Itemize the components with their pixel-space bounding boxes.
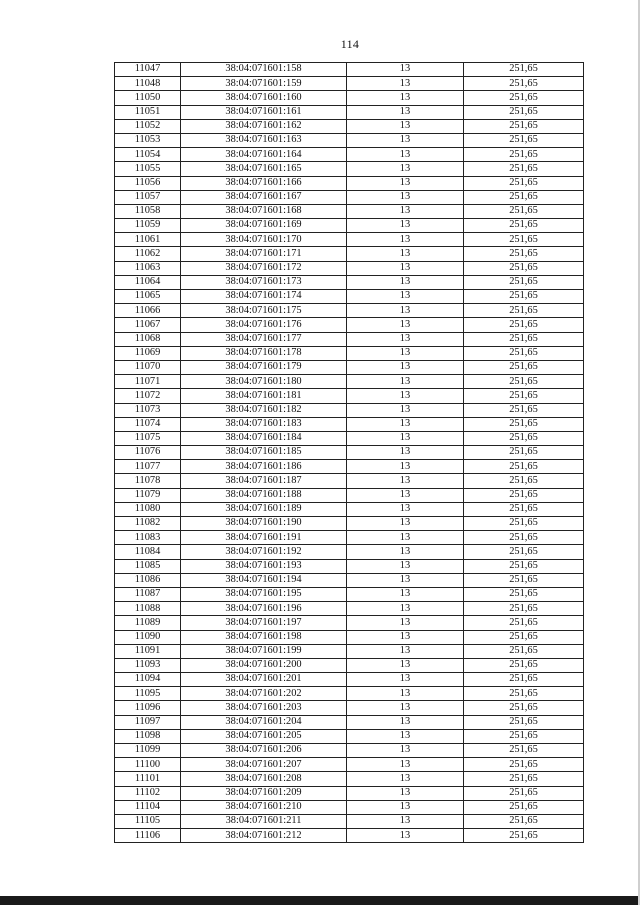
table-row [115, 446, 584, 460]
value-cell: 251,65 [464, 176, 584, 190]
table-row [115, 233, 584, 247]
record-number-cell: 11050 [115, 91, 181, 105]
table-row [115, 318, 584, 332]
value-cell: 251,65 [464, 389, 584, 403]
zone-cell: 13 [347, 587, 464, 601]
value-cell: 251,65 [464, 261, 584, 275]
table-row [115, 360, 584, 374]
zone-cell: 13 [347, 318, 464, 332]
zone-cell: 13 [347, 190, 464, 204]
record-number-cell: 11072 [115, 389, 181, 403]
zone-cell: 13 [347, 701, 464, 715]
cadastral-number-cell: 38:04:071601:185 [181, 446, 347, 460]
table-row [115, 644, 584, 658]
cadastral-number-cell: 38:04:071601:212 [181, 829, 347, 843]
value-cell: 251,65 [464, 63, 584, 77]
table-row [115, 91, 584, 105]
record-number-cell: 11085 [115, 559, 181, 573]
value-cell: 251,65 [464, 573, 584, 587]
zone-cell: 13 [347, 602, 464, 616]
zone-cell: 13 [347, 829, 464, 843]
cadastral-number-cell: 38:04:071601:207 [181, 758, 347, 772]
table-row [115, 786, 584, 800]
table-row [115, 290, 584, 304]
zone-cell: 13 [347, 403, 464, 417]
zone-cell: 13 [347, 517, 464, 531]
record-number-cell: 11091 [115, 644, 181, 658]
value-cell: 251,65 [464, 332, 584, 346]
cadastral-number-cell: 38:04:071601:161 [181, 105, 347, 119]
record-number-cell: 11090 [115, 630, 181, 644]
cadastral-number-cell: 38:04:071601:177 [181, 332, 347, 346]
zone-cell: 13 [347, 63, 464, 77]
cadastral-number-cell: 38:04:071601:190 [181, 517, 347, 531]
table-row [115, 559, 584, 573]
cadastral-number-cell: 38:04:071601:205 [181, 729, 347, 743]
zone-cell: 13 [347, 658, 464, 672]
record-number-cell: 11047 [115, 63, 181, 77]
value-cell: 251,65 [464, 814, 584, 828]
cadastral-number-cell: 38:04:071601:200 [181, 658, 347, 672]
zone-cell: 13 [347, 772, 464, 786]
zone-cell: 13 [347, 800, 464, 814]
zone-cell: 13 [347, 559, 464, 573]
value-cell: 251,65 [464, 148, 584, 162]
zone-cell: 13 [347, 389, 464, 403]
cadastral-number-cell: 38:04:071601:204 [181, 715, 347, 729]
cadastral-number-cell: 38:04:071601:187 [181, 474, 347, 488]
cadastral-number-cell: 38:04:071601:158 [181, 63, 347, 77]
zone-cell: 13 [347, 715, 464, 729]
table-row [115, 176, 584, 190]
value-cell: 251,65 [464, 105, 584, 119]
table-row [115, 545, 584, 559]
record-number-cell: 11056 [115, 176, 181, 190]
value-cell: 251,65 [464, 233, 584, 247]
zone-cell: 13 [347, 332, 464, 346]
record-number-cell: 11088 [115, 602, 181, 616]
zone-cell: 13 [347, 474, 464, 488]
value-cell: 251,65 [464, 360, 584, 374]
record-number-cell: 11065 [115, 290, 181, 304]
value-cell: 251,65 [464, 375, 584, 389]
record-number-cell: 11063 [115, 261, 181, 275]
table-row [115, 431, 584, 445]
table-row [115, 460, 584, 474]
table-row [115, 658, 584, 672]
zone-cell: 13 [347, 446, 464, 460]
cadastral-number-cell: 38:04:071601:202 [181, 687, 347, 701]
record-number-cell: 11059 [115, 219, 181, 233]
value-cell: 251,65 [464, 318, 584, 332]
value-cell: 251,65 [464, 616, 584, 630]
value-cell: 251,65 [464, 559, 584, 573]
zone-cell: 13 [347, 360, 464, 374]
table-row [115, 729, 584, 743]
table-row [115, 587, 584, 601]
record-number-cell: 11066 [115, 304, 181, 318]
zone-cell: 13 [347, 204, 464, 218]
value-cell: 251,65 [464, 417, 584, 431]
table-row [115, 616, 584, 630]
record-number-cell: 11057 [115, 190, 181, 204]
page-number: 114 [340, 37, 360, 51]
value-cell: 251,65 [464, 162, 584, 176]
cadastral-number-cell: 38:04:071601:186 [181, 460, 347, 474]
zone-cell: 13 [347, 814, 464, 828]
record-number-cell: 11061 [115, 233, 181, 247]
table-row [115, 219, 584, 233]
cadastral-number-cell: 38:04:071601:193 [181, 559, 347, 573]
zone-cell: 13 [347, 119, 464, 133]
record-number-cell: 11048 [115, 77, 181, 91]
cadastral-number-cell: 38:04:071601:163 [181, 133, 347, 147]
table-row [115, 162, 584, 176]
table-row [115, 403, 584, 417]
table-row [115, 63, 584, 77]
zone-cell: 13 [347, 545, 464, 559]
cadastral-number-cell: 38:04:071601:211 [181, 814, 347, 828]
record-number-cell: 11069 [115, 346, 181, 360]
table-row [115, 630, 584, 644]
table-row [115, 502, 584, 516]
record-number-cell: 11086 [115, 573, 181, 587]
zone-cell: 13 [347, 176, 464, 190]
cadastral-number-cell: 38:04:071601:208 [181, 772, 347, 786]
record-number-cell: 11078 [115, 474, 181, 488]
table-row [115, 190, 584, 204]
record-number-cell: 11055 [115, 162, 181, 176]
scan-bottom-edge [0, 896, 640, 905]
value-cell: 251,65 [464, 602, 584, 616]
table-row [115, 247, 584, 261]
table-row [115, 304, 584, 318]
record-number-cell: 11082 [115, 517, 181, 531]
zone-cell: 13 [347, 247, 464, 261]
table-row [115, 375, 584, 389]
zone-cell: 13 [347, 644, 464, 658]
record-number-cell: 11097 [115, 715, 181, 729]
table-row [115, 474, 584, 488]
record-number-cell: 11104 [115, 800, 181, 814]
value-cell: 251,65 [464, 800, 584, 814]
cadastral-number-cell: 38:04:071601:183 [181, 417, 347, 431]
table-row [115, 389, 584, 403]
value-cell: 251,65 [464, 275, 584, 289]
record-number-cell: 11094 [115, 673, 181, 687]
table-row [115, 715, 584, 729]
zone-cell: 13 [347, 488, 464, 502]
table-row [115, 488, 584, 502]
record-number-cell: 11070 [115, 360, 181, 374]
cadastral-number-cell: 38:04:071601:172 [181, 261, 347, 275]
table-row [115, 133, 584, 147]
cadastral-number-cell: 38:04:071601:160 [181, 91, 347, 105]
value-cell: 251,65 [464, 247, 584, 261]
zone-cell: 13 [347, 616, 464, 630]
value-cell: 251,65 [464, 431, 584, 445]
cadastral-number-cell: 38:04:071601:171 [181, 247, 347, 261]
cadastral-number-cell: 38:04:071601:188 [181, 488, 347, 502]
value-cell: 251,65 [464, 119, 584, 133]
zone-cell: 13 [347, 673, 464, 687]
zone-cell: 13 [347, 460, 464, 474]
record-number-cell: 11074 [115, 417, 181, 431]
cadastral-number-cell: 38:04:071601:182 [181, 403, 347, 417]
zone-cell: 13 [347, 148, 464, 162]
zone-cell: 13 [347, 261, 464, 275]
record-number-cell: 11095 [115, 687, 181, 701]
value-cell: 251,65 [464, 488, 584, 502]
cadastral-number-cell: 38:04:071601:174 [181, 290, 347, 304]
record-number-cell: 11105 [115, 814, 181, 828]
table-row [115, 417, 584, 431]
record-number-cell: 11054 [115, 148, 181, 162]
value-cell: 251,65 [464, 403, 584, 417]
zone-cell: 13 [347, 729, 464, 743]
value-cell: 251,65 [464, 304, 584, 318]
cadastral-number-cell: 38:04:071601:184 [181, 431, 347, 445]
record-number-cell: 11062 [115, 247, 181, 261]
cadastral-number-cell: 38:04:071601:191 [181, 531, 347, 545]
table-row [115, 673, 584, 687]
record-number-cell: 11100 [115, 758, 181, 772]
table-row [115, 772, 584, 786]
cadastral-number-cell: 38:04:071601:192 [181, 545, 347, 559]
zone-cell: 13 [347, 375, 464, 389]
table-row [115, 275, 584, 289]
data-table [114, 62, 584, 843]
value-cell: 251,65 [464, 290, 584, 304]
value-cell: 251,65 [464, 758, 584, 772]
cadastral-number-cell: 38:04:071601:176 [181, 318, 347, 332]
cadastral-number-cell: 38:04:071601:159 [181, 77, 347, 91]
table-row [115, 332, 584, 346]
record-number-cell: 11099 [115, 744, 181, 758]
record-number-cell: 11093 [115, 658, 181, 672]
cadastral-number-cell: 38:04:071601:167 [181, 190, 347, 204]
cadastral-number-cell: 38:04:071601:181 [181, 389, 347, 403]
zone-cell: 13 [347, 133, 464, 147]
record-number-cell: 11079 [115, 488, 181, 502]
value-cell: 251,65 [464, 701, 584, 715]
record-number-cell: 11080 [115, 502, 181, 516]
value-cell: 251,65 [464, 346, 584, 360]
cadastral-number-cell: 38:04:071601:175 [181, 304, 347, 318]
table-row [115, 261, 584, 275]
zone-cell: 13 [347, 758, 464, 772]
value-cell: 251,65 [464, 715, 584, 729]
table-row [115, 744, 584, 758]
value-cell: 251,65 [464, 190, 584, 204]
zone-cell: 13 [347, 233, 464, 247]
value-cell: 251,65 [464, 587, 584, 601]
value-cell: 251,65 [464, 133, 584, 147]
record-number-cell: 11102 [115, 786, 181, 800]
cadastral-number-cell: 38:04:071601:209 [181, 786, 347, 800]
table-row [115, 77, 584, 91]
record-number-cell: 11075 [115, 431, 181, 445]
table-row [115, 687, 584, 701]
record-number-cell: 11096 [115, 701, 181, 715]
record-number-cell: 11053 [115, 133, 181, 147]
zone-cell: 13 [347, 687, 464, 701]
record-number-cell: 11106 [115, 829, 181, 843]
cadastral-number-cell: 38:04:071601:173 [181, 275, 347, 289]
record-number-cell: 11084 [115, 545, 181, 559]
value-cell: 251,65 [464, 729, 584, 743]
zone-cell: 13 [347, 346, 464, 360]
record-number-cell: 11076 [115, 446, 181, 460]
record-number-cell: 11071 [115, 375, 181, 389]
table-row [115, 204, 584, 218]
cadastral-number-cell: 38:04:071601:198 [181, 630, 347, 644]
record-number-cell: 11077 [115, 460, 181, 474]
cadastral-number-cell: 38:04:071601:166 [181, 176, 347, 190]
zone-cell: 13 [347, 630, 464, 644]
record-number-cell: 11101 [115, 772, 181, 786]
value-cell: 251,65 [464, 502, 584, 516]
zone-cell: 13 [347, 91, 464, 105]
zone-cell: 13 [347, 502, 464, 516]
table-row [115, 814, 584, 828]
table-row [115, 531, 584, 545]
value-cell: 251,65 [464, 204, 584, 218]
zone-cell: 13 [347, 290, 464, 304]
cadastral-number-cell: 38:04:071601:197 [181, 616, 347, 630]
cadastral-number-cell: 38:04:071601:195 [181, 587, 347, 601]
cadastral-number-cell: 38:04:071601:169 [181, 219, 347, 233]
value-cell: 251,65 [464, 517, 584, 531]
value-cell: 251,65 [464, 545, 584, 559]
cadastral-number-cell: 38:04:071601:170 [181, 233, 347, 247]
value-cell: 251,65 [464, 219, 584, 233]
value-cell: 251,65 [464, 829, 584, 843]
zone-cell: 13 [347, 219, 464, 233]
record-number-cell: 11068 [115, 332, 181, 346]
value-cell: 251,65 [464, 644, 584, 658]
zone-cell: 13 [347, 105, 464, 119]
value-cell: 251,65 [464, 77, 584, 91]
value-cell: 251,65 [464, 460, 584, 474]
cadastral-number-cell: 38:04:071601:162 [181, 119, 347, 133]
cadastral-number-cell: 38:04:071601:189 [181, 502, 347, 516]
zone-cell: 13 [347, 744, 464, 758]
table-row [115, 758, 584, 772]
table-row [115, 105, 584, 119]
cadastral-number-cell: 38:04:071601:180 [181, 375, 347, 389]
record-number-cell: 11058 [115, 204, 181, 218]
cadastral-number-cell: 38:04:071601:196 [181, 602, 347, 616]
zone-cell: 13 [347, 431, 464, 445]
zone-cell: 13 [347, 162, 464, 176]
table-row [115, 602, 584, 616]
table-row [115, 573, 584, 587]
value-cell: 251,65 [464, 446, 584, 460]
table-row [115, 119, 584, 133]
value-cell: 251,65 [464, 91, 584, 105]
zone-cell: 13 [347, 77, 464, 91]
zone-cell: 13 [347, 786, 464, 800]
zone-cell: 13 [347, 531, 464, 545]
table-body [115, 63, 584, 843]
record-number-cell: 11098 [115, 729, 181, 743]
record-number-cell: 11067 [115, 318, 181, 332]
cadastral-number-cell: 38:04:071601:201 [181, 673, 347, 687]
cadastral-number-cell: 38:04:071601:203 [181, 701, 347, 715]
value-cell: 251,65 [464, 673, 584, 687]
table-row [115, 829, 584, 843]
cadastral-number-cell: 38:04:071601:199 [181, 644, 347, 658]
cadastral-number-cell: 38:04:071601:210 [181, 800, 347, 814]
value-cell: 251,65 [464, 531, 584, 545]
value-cell: 251,65 [464, 630, 584, 644]
record-number-cell: 11051 [115, 105, 181, 119]
table-row [115, 148, 584, 162]
value-cell: 251,65 [464, 744, 584, 758]
record-number-cell: 11064 [115, 275, 181, 289]
value-cell: 251,65 [464, 474, 584, 488]
value-cell: 251,65 [464, 658, 584, 672]
table-row [115, 346, 584, 360]
value-cell: 251,65 [464, 772, 584, 786]
cadastral-number-cell: 38:04:071601:179 [181, 360, 347, 374]
table-row [115, 701, 584, 715]
zone-cell: 13 [347, 275, 464, 289]
cadastral-number-cell: 38:04:071601:206 [181, 744, 347, 758]
cadastral-number-cell: 38:04:071601:178 [181, 346, 347, 360]
table-row [115, 517, 584, 531]
cadastral-number-cell: 38:04:071601:168 [181, 204, 347, 218]
zone-cell: 13 [347, 417, 464, 431]
cadastral-number-cell: 38:04:071601:164 [181, 148, 347, 162]
value-cell: 251,65 [464, 786, 584, 800]
record-number-cell: 11087 [115, 587, 181, 601]
cadastral-number-cell: 38:04:071601:194 [181, 573, 347, 587]
value-cell: 251,65 [464, 687, 584, 701]
record-number-cell: 11052 [115, 119, 181, 133]
record-number-cell: 11083 [115, 531, 181, 545]
cadastral-number-cell: 38:04:071601:165 [181, 162, 347, 176]
record-number-cell: 11073 [115, 403, 181, 417]
zone-cell: 13 [347, 573, 464, 587]
zone-cell: 13 [347, 304, 464, 318]
table-row [115, 800, 584, 814]
record-number-cell: 11089 [115, 616, 181, 630]
